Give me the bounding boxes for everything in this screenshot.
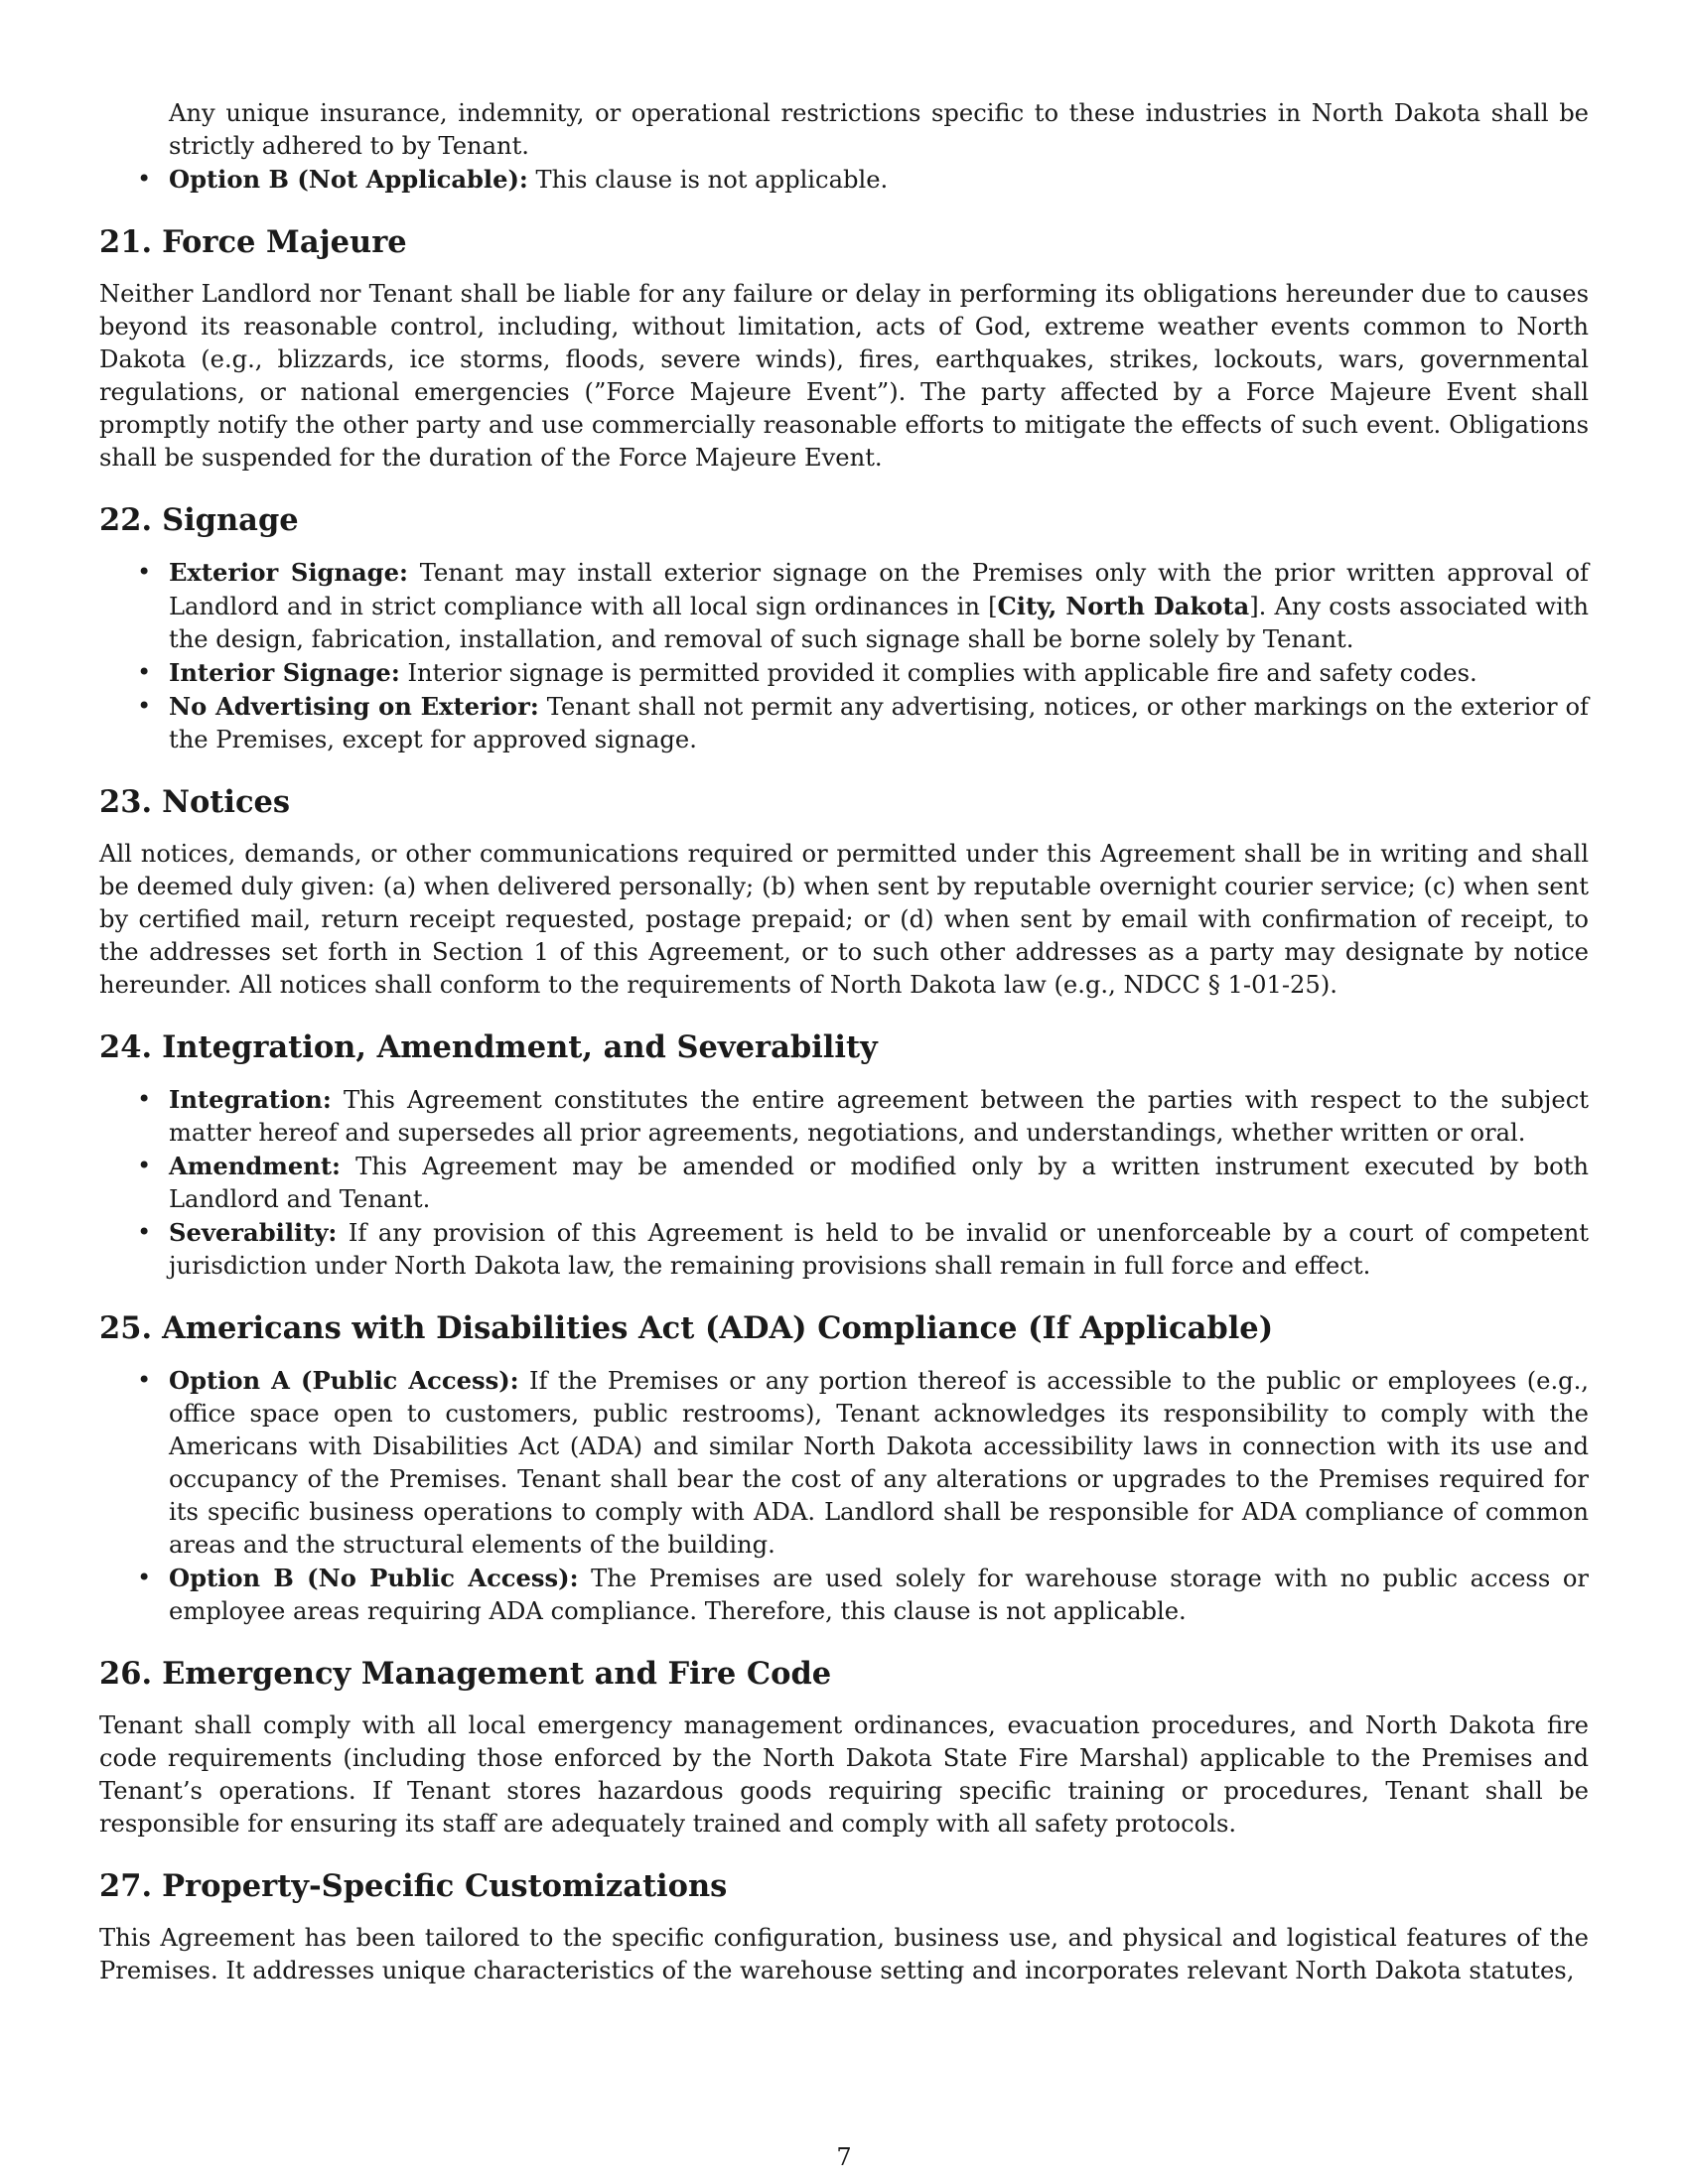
section-number: 22.	[99, 502, 153, 538]
section-title: Integration, Amendment, and Severability	[162, 1029, 878, 1065]
item-text: Interior signage is permitted provided it complies with applicable fire and safety codes.	[399, 659, 1477, 687]
item-label: Amendment:	[169, 1152, 341, 1180]
section-heading-25	[99, 1308, 1589, 1348]
list-item	[99, 556, 1589, 656]
list-item	[99, 690, 1589, 756]
item-text: ]. Any costs associated with the design, fabrication, installation, and removal of such signage shall be borne solely by Tenant.	[169, 593, 1589, 653]
item-label: Exterior Signage:	[169, 558, 408, 587]
section-heading-23	[99, 782, 1589, 822]
section-list-24	[99, 1083, 1589, 1283]
section-title: Notices	[162, 784, 291, 820]
item-placeholder: City, North Dakota	[997, 592, 1250, 620]
item-label: Option A (Public Access):	[169, 1366, 519, 1395]
section-number: 27.	[99, 1868, 153, 1904]
section-heading-26	[99, 1654, 1589, 1694]
section-number: 24.	[99, 1029, 153, 1065]
section-body-21: Neither Landlord nor Tenant shall be liable for any failure or delay in performing its obligations hereunder due to causes beyond its reasonable control, including, without limitation, acts of God, extreme weather events common to North Dakota (e.g., blizzards, ice storms, floods, severe winds), fires, earthquakes, strikes, lockouts, wars, governmental regulations, or national emergencies (”Force Majeure Event”). The party affected by a Force Majeure Event shall promptly notify the other party and use commercially reasonable efforts to mitigate the effects of such event. Obligations shall be suspended for the duration of the Force Majeure Event.	[99, 280, 1589, 472]
section-title: Signage	[162, 502, 299, 538]
section-list-22	[99, 556, 1589, 756]
document-page	[99, 97, 1589, 1987]
section-number: 23.	[99, 784, 153, 820]
intro-list	[99, 163, 1589, 197]
item-text: The Premises are used solely for warehouse storage with no public access or employee areas requiring ADA compliance. Therefore, this clause is not applicable.	[169, 1565, 1589, 1625]
section-number: 26.	[99, 1656, 153, 1692]
section-body-27: This Agreement has been tailored to the specific configuration, business use, and physical and logistical features of the Premises. It addresses unique characteristics of the warehouse setting and incorporates relevant North Dakota statutes,	[99, 1924, 1589, 1984]
item-label: Severability:	[169, 1218, 338, 1247]
item-label: Option B (Not Applicable):	[169, 165, 528, 194]
list-item	[99, 1562, 1589, 1628]
item-label: Interior Signage:	[169, 658, 400, 687]
section-title: Emergency Management and Fire Code	[162, 1656, 832, 1692]
section-heading-24	[99, 1027, 1589, 1067]
section-heading-22	[99, 500, 1589, 540]
section-heading-27	[99, 1866, 1589, 1906]
item-label: Option B (No Public Access):	[169, 1564, 579, 1592]
item-text: This Agreement constitutes the entire agreement between the parties with respect to the subject matter hereof and supersedes all prior agreements, negotiations, and understandings, whether written or oral.	[169, 1086, 1589, 1147]
item-text: This clause is not applicable.	[527, 166, 889, 194]
item-text: Tenant shall not permit any advertising, notices, or other markings on the exterior of the Premises, except for approved signage.	[169, 693, 1589, 753]
page-number: 7	[836, 2143, 852, 2171]
list-item	[99, 1150, 1589, 1216]
item-text: This Agreement may be amended or modified only by a written instrument executed by both Landlord and Tenant.	[169, 1153, 1589, 1213]
section-title: Property-Specific Customizations	[162, 1868, 728, 1904]
section-title: Americans with Disabilities Act (ADA) Compliance (If Applicable)	[162, 1310, 1274, 1346]
item-text: If the Premises or any portion thereof is accessible to the public or employees (e.g., office space open to customers, public restrooms), Tenant acknowledges its responsibility to comply with the Americans with Disabilities Act (ADA) and similar North Dakota accessibility laws in connection with its use and occupancy of the Premises. Tenant shall bear the cost of any alterations or upgrades to the Premises required for its specific business operations to comply with ADA. Landlord shall be responsible for ADA compliance of common areas and the structural elements of the building.	[169, 1367, 1589, 1559]
list-item	[99, 656, 1589, 690]
section-heading-21	[99, 222, 1589, 262]
list-item	[99, 1083, 1589, 1150]
list-item	[99, 1364, 1589, 1562]
section-number: 25.	[99, 1310, 153, 1346]
item-label: No Advertising on Exterior:	[169, 692, 539, 721]
section-list-25	[99, 1364, 1589, 1628]
list-item	[99, 163, 1589, 197]
intro-continuation: Any unique insurance, indemnity, or operational restrictions specific to these industries in North Dakota shall be strictly adhered to by Tenant.	[169, 99, 1589, 160]
item-text: If any provision of this Agreement is held to be invalid or unenforceable by a court of competent jurisdiction under North Dakota law, the remaining provisions shall remain in full force and effect.	[169, 1219, 1589, 1280]
item-label: Integration:	[169, 1085, 332, 1114]
section-title: Force Majeure	[162, 224, 407, 260]
list-item	[99, 1216, 1589, 1283]
section-body-23: All notices, demands, or other communications required or permitted under this Agreement shall be in writing and shall be deemed duly given: (a) when delivered personally; (b) when sent by reputable overnight courier service; (c) when sent by certified mail, return receipt requested, postage prepaid; or (d) when sent by email with confirmation of receipt, to the addresses set forth in Section 1 of this Agreement, or to such other addresses as a party may designate by notice hereunder. All notices shall conform to the requirements of North Dakota law (e.g., NDCC § 1-01-25).	[99, 840, 1589, 999]
section-number: 21.	[99, 224, 153, 260]
item-text: Tenant may install exterior signage on the Premises only with the prior written approval of Landlord and in strict compliance with all local sign ordinances in [	[169, 559, 1589, 620]
section-body-26: Tenant shall comply with all local emergency management ordinances, evacuation procedures, and North Dakota fire code requirements (including those enforced by the North Dakota State Fire Marshal) applicable to the Premises and Tenant’s operations. If Tenant stores hazardous goods requiring specific training or procedures, Tenant shall be responsible for ensuring its staff are adequately trained and comply with all safety protocols.	[99, 1711, 1589, 1838]
